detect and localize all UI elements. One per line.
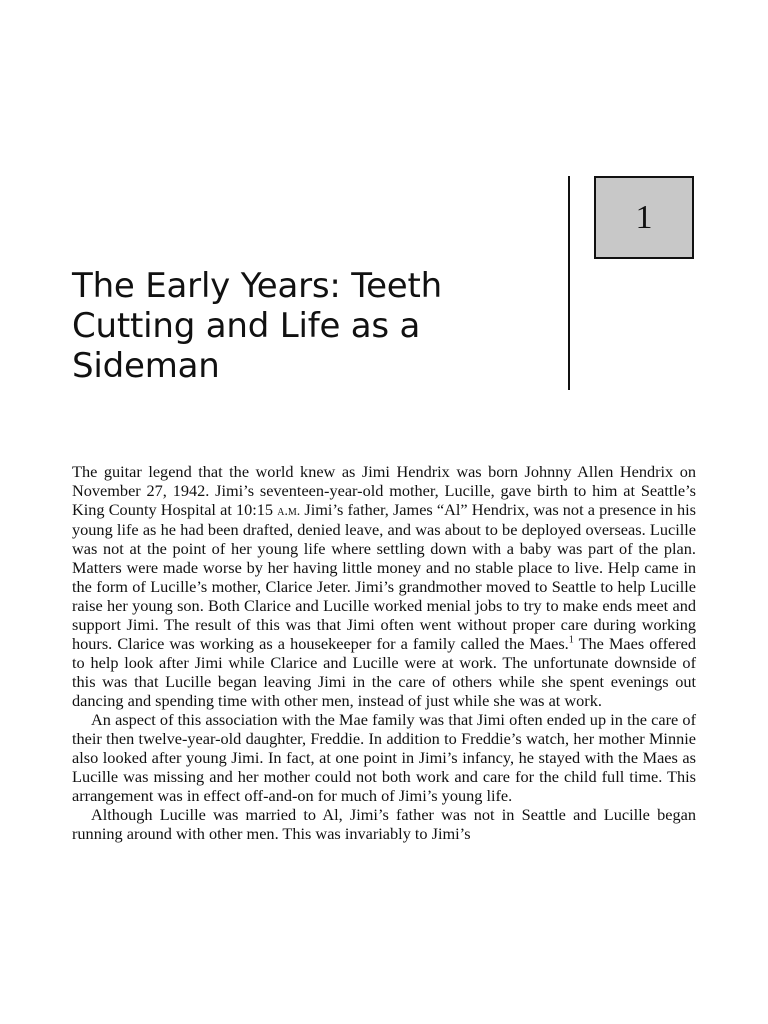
footnote-marker: 1 [568,634,574,646]
paragraph-3: Although Lucille was married to Al, Jimi’s father was not in Seattle and Lucille began running around with other men. This was invariably to Jimi’s [72,805,696,843]
paragraph-1-text-b: Jimi’s father, James “Al” Hendrix, was not a presence in his young life as he had been drafted, denied leave, and was about to be deployed overseas. Lucille was not at the point of her young life where settling down with a baby was part of the plan. Matters were made worse by her having little money and no stable place to live. Help came in the form of Lucille’s mother, Clarice Jeter. Jimi’s grandmother moved to Seattle to help Lucille raise her young son. Both Clarice and Lucille worked menial jobs to try to make ends meet and support Jimi. The result of this was that Jimi often went without proper care during working hours. Clarice was working as a housekeeper for a family called the Maes. [72,500,696,653]
chapter-title: The Early Years: Teeth Cutting and Life as a Sideman [72,266,442,386]
paragraph-2: An aspect of this association with the Mae family was that Jimi often ended up in the care of their then twelve-year-old daughter, Freddie. In addition to Freddie’s watch, her mother Minnie also looked after young Jimi. In fact, at one point in Jimi’s infancy, he stayed with the Maes as Lucille was missing and her mother could not both work and care for the child full time. This arrangement was in effect off-and-on for much of Jimi’s young life. [72,710,696,805]
paragraph-1 [72,462,696,710]
chapter-number: 1 [635,198,653,236]
chapter-number-box [594,176,694,259]
time-suffix: a.m. [277,503,301,518]
chapter-divider-rule [568,176,570,390]
paragraph-1-text-a: The guitar legend that the world knew as Jimi Hendrix was born Johnny Allen Hendrix on November 27, 1942. Jimi’s seventeen-year-old mother, Lucille, gave birth to him at Seattle’s King County Hospital at 10:15 [72,462,696,519]
chapter-body [72,462,696,843]
paragraph-1-text-c: The Maes offered to help look after Jimi while Clarice and Lucille were at work. The unfortunate downside of this was that Lucille began leaving Jimi in the care of others while she spent evenings out dancing and spending time with other men, instead of just while she was at work. [72,634,696,710]
